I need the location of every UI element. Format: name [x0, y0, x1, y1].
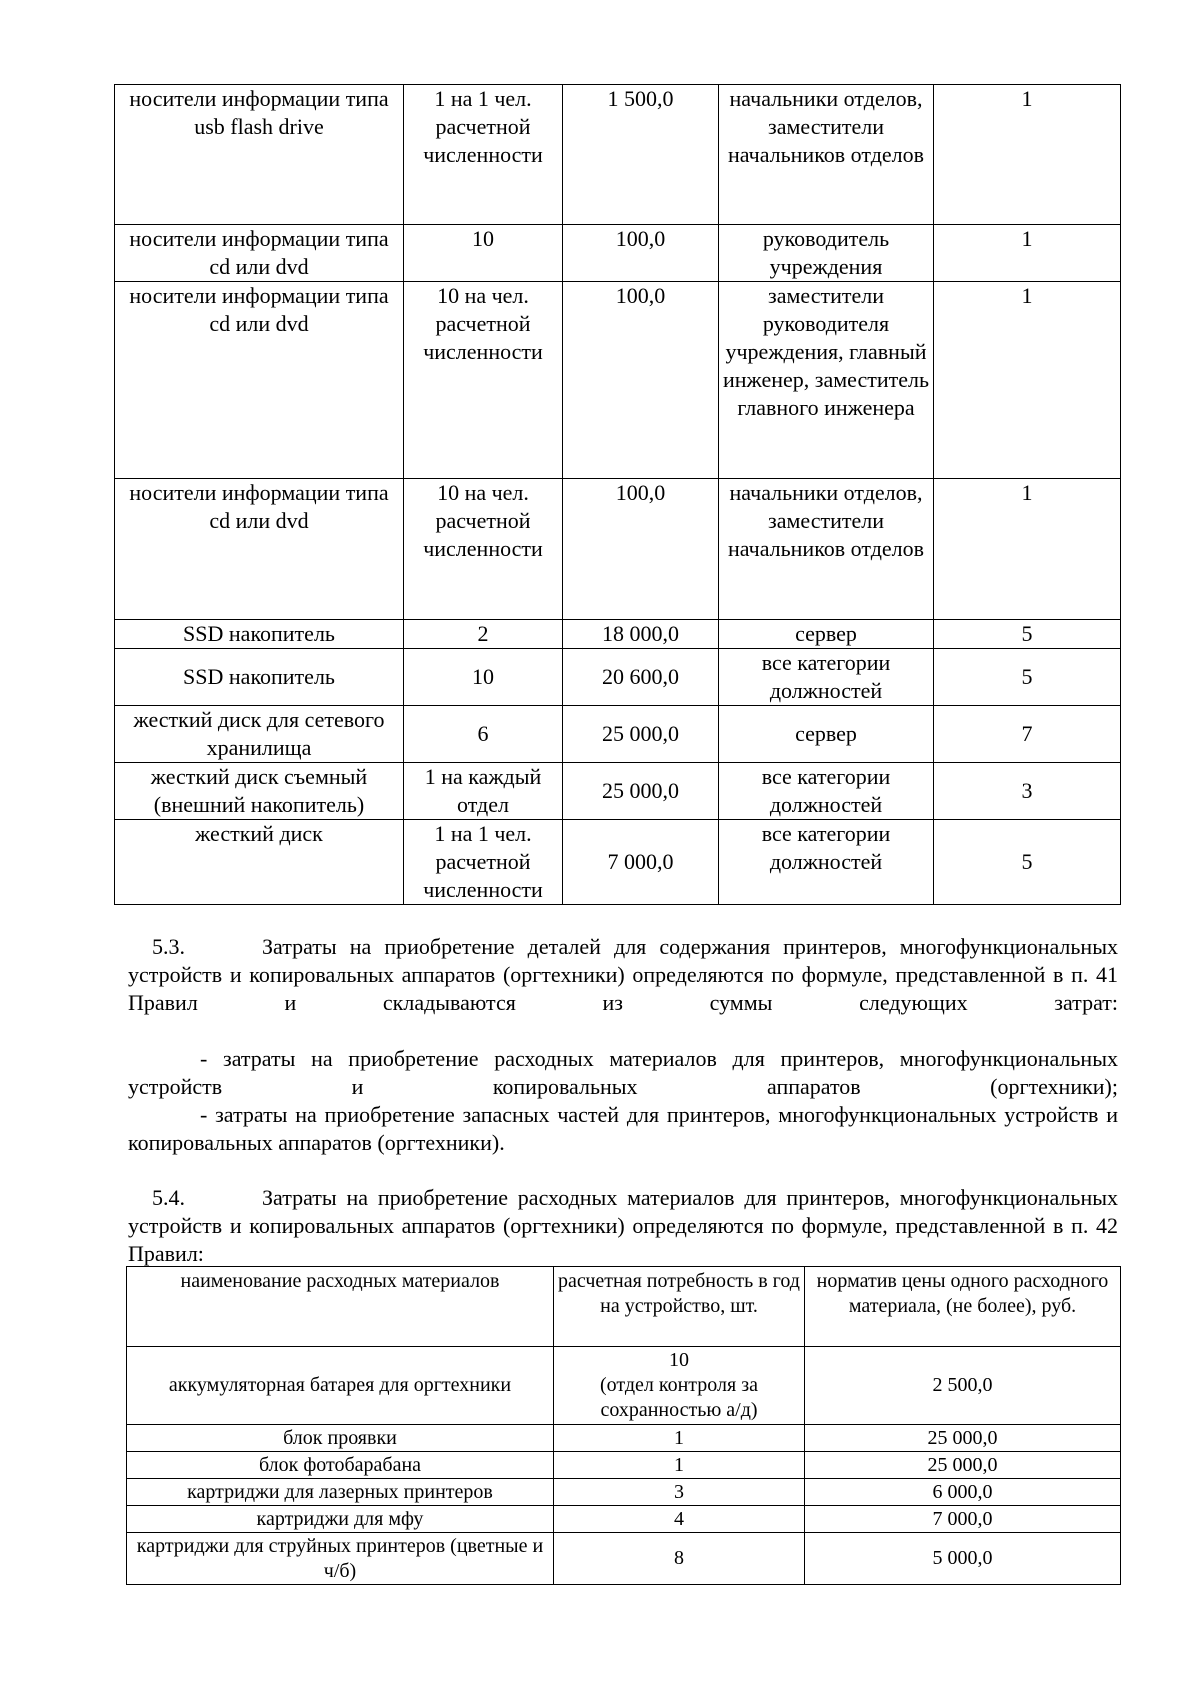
consumables-table	[126, 1266, 1121, 1585]
item-price: 25 000,0	[563, 763, 719, 820]
list-item: - затраты на приобретение расходных материалов для принтеров, многофункциональных устройств и копировальных аппаратов (оргтехники);	[128, 1046, 1118, 1099]
table-row	[127, 1479, 1121, 1506]
table-row	[127, 1506, 1121, 1533]
item-quantity: 1 на каждый отдел	[404, 763, 563, 820]
need-value: 10	[669, 1349, 689, 1371]
consumable-price: 25 000,0	[805, 1425, 1121, 1452]
table-row	[115, 225, 1121, 282]
item-quantity: 10 на чел. расчетной численности	[404, 479, 563, 620]
consumable-need: 4	[554, 1506, 805, 1533]
item-term: 1	[934, 85, 1121, 225]
table-row	[115, 282, 1121, 479]
section-number: 5.3.	[152, 934, 185, 959]
item-term: 5	[934, 820, 1121, 905]
item-price: 7 000,0	[563, 820, 719, 905]
item-price: 1 500,0	[563, 85, 719, 225]
item-category: начальники отделов, заместители начальников отделов	[719, 85, 934, 225]
header-name: наименование расходных материалов	[127, 1267, 554, 1347]
item-category: сервер	[719, 706, 934, 763]
item-price: 18 000,0	[563, 620, 719, 649]
item-quantity: 10 на чел. расчетной численности	[404, 282, 563, 479]
consumable-price: 6 000,0	[805, 1479, 1121, 1506]
consumable-name: блок фотобарабана	[127, 1452, 554, 1479]
consumable-price: 2 500,0	[805, 1347, 1121, 1425]
item-term: 5	[934, 649, 1121, 706]
table-row	[115, 763, 1121, 820]
table-row	[115, 85, 1121, 225]
section-text: Затраты на приобретение расходных материалов для принтеров, многофункциональных устройств и копировальных аппаратов (оргтехники) определяются по формуле, представленной в п. 42 Правил:	[128, 1185, 1118, 1266]
consumable-need: 1	[554, 1452, 805, 1479]
section-5-3-item-1	[128, 1045, 1118, 1101]
table-row	[127, 1425, 1121, 1452]
item-price: 100,0	[563, 479, 719, 620]
table-row	[127, 1347, 1121, 1425]
consumable-name: блок проявки	[127, 1425, 554, 1452]
item-quantity: 10	[404, 225, 563, 282]
consumable-need: 1	[554, 1425, 805, 1452]
item-quantity: 1 на 1 чел. расчетной численности	[404, 820, 563, 905]
list-item: - затраты на приобретение запасных частей для принтеров, многофункциональных устройств и копировальных аппаратов (оргтехники).	[128, 1102, 1118, 1155]
item-name: носители информации типа cd или dvd	[115, 225, 404, 282]
need-note: (отдел контроля за сохранностью а/д)	[600, 1374, 758, 1421]
section-5-4-paragraph	[128, 1184, 1118, 1268]
table-row	[115, 479, 1121, 620]
item-name: жесткий диск	[115, 820, 404, 905]
consumable-need: 8	[554, 1533, 805, 1585]
section-text: Затраты на приобретение деталей для содержания принтеров, многофункциональных устройств и копировальных аппаратов (оргтехники) определяются по формуле, представленной в п. 41 Правил и складываются из суммы следующих затрат:	[128, 934, 1118, 1015]
header-need: расчетная потребность в год на устройство, шт.	[554, 1267, 805, 1347]
item-term: 1	[934, 225, 1121, 282]
consumable-need	[554, 1347, 805, 1425]
item-quantity: 6	[404, 706, 563, 763]
consumable-need: 3	[554, 1479, 805, 1506]
table-row	[115, 706, 1121, 763]
item-name: SSD накопитель	[115, 649, 404, 706]
section-5-3-paragraph	[128, 933, 1118, 1017]
section-5-3-item-2	[128, 1101, 1118, 1157]
section-number: 5.4.	[152, 1185, 185, 1210]
item-price: 100,0	[563, 225, 719, 282]
item-price: 100,0	[563, 282, 719, 479]
item-quantity: 10	[404, 649, 563, 706]
item-term: 3	[934, 763, 1121, 820]
table-row	[115, 820, 1121, 905]
consumable-price: 7 000,0	[805, 1506, 1121, 1533]
consumable-name: картриджи для мфу	[127, 1506, 554, 1533]
table-row	[127, 1533, 1121, 1585]
item-category: все категории должностей	[719, 649, 934, 706]
item-term: 7	[934, 706, 1121, 763]
table-row	[127, 1452, 1121, 1479]
consumable-price: 5 000,0	[805, 1533, 1121, 1585]
item-category: заместители руководителя учреждения, главный инженер, заместитель главного инженера	[719, 282, 934, 479]
consumable-name: картриджи для струйных принтеров (цветные и ч/б)	[127, 1533, 554, 1585]
item-category: все категории должностей	[719, 820, 934, 905]
consumable-price: 25 000,0	[805, 1452, 1121, 1479]
item-price: 25 000,0	[563, 706, 719, 763]
item-quantity: 2	[404, 620, 563, 649]
item-category: сервер	[719, 620, 934, 649]
table-header-row	[127, 1267, 1121, 1347]
item-category: руководитель учреждения	[719, 225, 934, 282]
header-price: норматив цены одного расходного материала, (не более), руб.	[805, 1267, 1121, 1347]
consumable-name: аккумуляторная батарея для оргтехники	[127, 1347, 554, 1425]
item-name: носители информации типа cd или dvd	[115, 479, 404, 620]
item-name: жесткий диск для сетевого хранилища	[115, 706, 404, 763]
item-term: 1	[934, 479, 1121, 620]
item-term: 5	[934, 620, 1121, 649]
table-row	[115, 620, 1121, 649]
item-name: жесткий диск съемный (внешний накопитель)	[115, 763, 404, 820]
item-price: 20 600,0	[563, 649, 719, 706]
item-name: носители информации типа cd или dvd	[115, 282, 404, 479]
item-name: SSD накопитель	[115, 620, 404, 649]
item-name: носители информации типа usb flash drive	[115, 85, 404, 225]
table-row	[115, 649, 1121, 706]
consumable-name: картриджи для лазерных принтеров	[127, 1479, 554, 1506]
item-category: начальники отделов, заместители начальников отделов	[719, 479, 934, 620]
media-table	[114, 84, 1121, 905]
item-quantity: 1 на 1 чел. расчетной численности	[404, 85, 563, 225]
item-category: все категории должностей	[719, 763, 934, 820]
item-term: 1	[934, 282, 1121, 479]
